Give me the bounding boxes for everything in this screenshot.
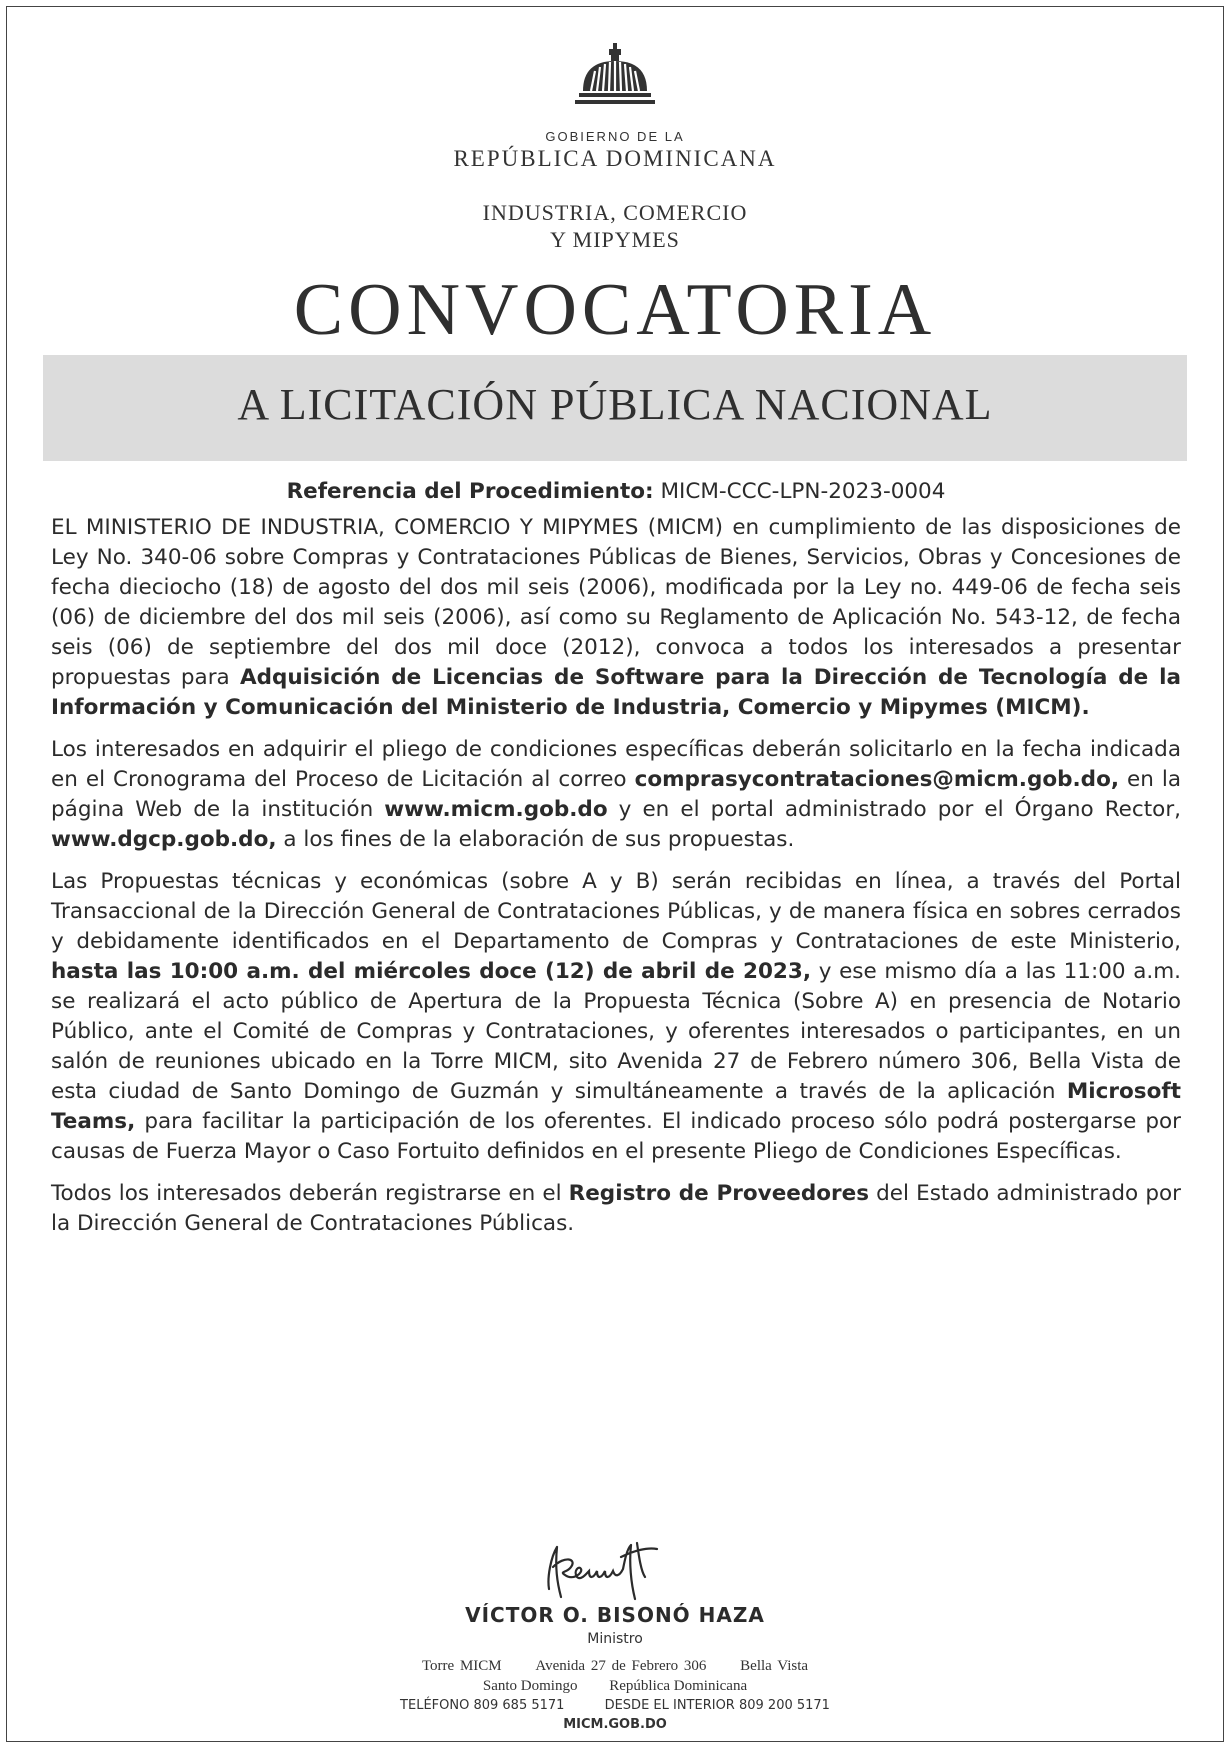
announcement-page (6, 6, 1224, 1742)
footer-phone: TELÉFONO 809 685 5171 (400, 1698, 565, 1713)
procedure-reference (51, 477, 1181, 507)
footer-street: Avenida 27 de Febrero 306 (535, 1658, 707, 1674)
footer-country: República Dominicana (609, 1678, 748, 1694)
paragraph-text: a los fines de la elaboración de sus propuestas. (276, 827, 795, 852)
page-subtitle: A LICITACIÓN PÚBLICA NACIONAL (237, 380, 993, 429)
procurement-object: Adquisición de Licencias de Software para la Dirección de Tecnología de la Información y Comunicación del Ministerio de Industria, Comercio y Mipymes (MICM). (51, 665, 1182, 720)
footer-phone-interior: DESDE EL INTERIOR 809 200 5171 (604, 1698, 830, 1713)
paragraph-text: Todos los interesados deberán registrarse en el (51, 1181, 569, 1206)
footer-building: Torre MICM (421, 1658, 502, 1674)
contact-email: comprasycontrataciones@micm.gob.do, (634, 767, 1120, 792)
paragraph-specifications (51, 735, 1181, 855)
footer-address-line-2 (7, 1678, 1223, 1695)
government-label: GOBIERNO DE LA (545, 129, 685, 144)
handwritten-signature (537, 1537, 697, 1612)
institution-website: www.micm.gob.do (384, 797, 608, 822)
ministry-line-2: Y MIPYMES (550, 227, 680, 252)
footer-area: Bella Vista (740, 1658, 809, 1674)
meeting-app: Microsoft Teams, (51, 1079, 1181, 1134)
footer-phones (7, 1698, 1223, 1713)
signer-name: VÍCTOR O. BISONÓ HAZA (465, 1603, 765, 1627)
reference-label: Referencia del Procedimiento: (286, 479, 654, 504)
ministry-name (7, 199, 1223, 253)
paragraph-text: Los interesados en adquirir el pliego de condiciones específicas deberán solicitarlo en la fecha indicada en el Cronograma del Proceso de Licitación al correo (51, 737, 1181, 792)
signer-role: Ministro (587, 1631, 643, 1647)
paragraph-text: EL MINISTERIO DE INDUSTRIA, COMERCIO Y MIPYMES (MICM) en cumplimiento de las disposiciones de Ley No. 340-06 sobre Compras y Contrataciones Públicas de Bienes, Servicios, Obras y Concesiones de fecha dieciocho (18) de agosto del dos mil seis (2006), modificada por la Ley no. 449-06 de fecha seis (06) de diciembre del dos mil seis (2006), así como su Reglamento de Aplicación No. 543-12, de fecha seis (06) de septiembre del dos mil doce (2012), convoca a todos los interesados a presentar propuestas para (51, 515, 1181, 690)
reference-value: MICM-CCC-LPN-2023-0004 (660, 479, 946, 504)
paragraph-text: del Estado administrado por la Dirección General de Contrataciones Públicas. (51, 1181, 1181, 1236)
footer-city: Santo Domingo (482, 1678, 578, 1694)
paragraph-text: y ese mismo día a las 11:00 a.m. se realizará el acto público de Apertura de la Propuesta Técnica (Sobre A) en presencia de Notario Público, ante el Comité de Compras y Contrataciones, y oferentes interesados o participantes, en un salón de reuniones ubicado en la Torre MICM, sito Avenida 27 de Febrero número 306, Bella Vista de esta ciudad de Santo Domingo de Guzmán y simultáneamente a través de la aplicación (51, 959, 1182, 1104)
footer-address-line-1 (7, 1658, 1223, 1675)
submission-deadline: hasta las 10:00 a.m. del miércoles doce (12) de abril de 2023, (51, 959, 812, 984)
footer-website: MICM.GOB.DO (563, 1717, 667, 1732)
supplier-registry: Registro de Proveedores (568, 1181, 869, 1206)
paragraph-text: Las Propuestas técnicas y económicas (sobre A y B) serán recibidas en línea, a través del Portal Transaccional de la Dirección General de Contrataciones Públicas, y de manera física en sobres cerrados y debidamente identificados en el Departamento de Compras y Contrataciones de este Ministerio, (51, 869, 1181, 954)
country-name: REPÚBLICA DOMINICANA (453, 146, 777, 171)
paragraph-convocation (51, 513, 1181, 723)
ministry-line-1: INDUSTRIA, COMERCIO (482, 200, 748, 225)
paragraph-proposals (51, 867, 1181, 1167)
page-title: CONVOCATORIA (293, 269, 937, 351)
paragraph-text: y en el portal administrado por el Órgano Rector, (607, 797, 1181, 822)
paragraph-text: para facilitar la participación de los oferentes. El indicado proceso sólo podrá postergarse por causas de Fuerza Mayor o Caso Fortuito definidos en el presente Pliego de Condiciones Específicas. (51, 1109, 1181, 1164)
dgcp-website: www.dgcp.gob.do, (51, 827, 277, 852)
paragraph-registration (51, 1179, 1181, 1239)
paragraph-text: en la página Web de la institución (51, 767, 1182, 822)
capitol-dome-icon (7, 43, 1223, 109)
announcement-body (51, 477, 1181, 1251)
